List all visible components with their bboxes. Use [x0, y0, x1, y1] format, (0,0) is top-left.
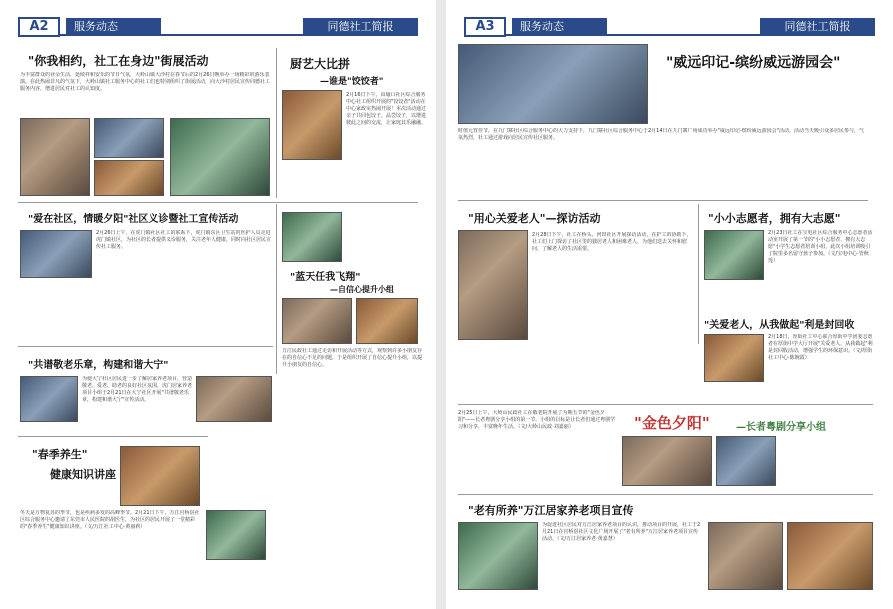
article-title: "关爱老人，从我做起"利是封回收	[704, 320, 855, 331]
article-subtitle: 健康知识讲座	[50, 468, 116, 481]
page-a3	[446, 0, 893, 609]
article-photo	[356, 298, 418, 344]
article-photo	[458, 522, 538, 590]
article-body: 2月18日，厚街社工中心联合厚街中学团委志愿者在厚街中学大厅开展"关爱老人，从我做起"利是封回收活动，增强学生的环保意识。（文/厚街社工中心·陈婉霞）	[768, 334, 873, 361]
column-divider	[276, 204, 277, 374]
article-body: 为使大宁社区居民进一步了解居家养老项目，营造敬老、爱老、助老的良好社区氛围，虎门居家养老项目小组于2月21日在大宁社区开展"共谱敬老乐章，构建和谐大宁"宣传活动。	[82, 376, 192, 403]
article-body: 为丰富群众的业余生活，延续祥和安乐的节日气氛，大岭山镇大沙村在春节后的2月26日晚举办一场精彩的游乐表演。在此热闹非凡的气氛下，大岭山镇社工服务中心的社工们也特别组织了街展活动，向大沙村居民宣传同德社工服务内容，增进居民对社工的认知度。	[20, 72, 270, 92]
article-photo	[282, 90, 342, 160]
article-title: "威远印记-缤纷威远游园会"	[666, 55, 841, 71]
article-photo	[196, 376, 272, 422]
article-body: 2月23日社工在宝电社区综合服务中心志愿者活动室开展了第一节的"小小志愿者，拥有大志愿"小学生志愿者培训小组，此次小组培训吸引了院里多名留守孩子参加。（文/宝电中心·管秋莲）	[768, 230, 873, 264]
page-header	[18, 18, 418, 36]
article-photo	[20, 230, 92, 278]
article-body: 2月26日上午，在虎门镇社区社工的联系下，虎门镇东区卫生站的医护人员走进虎门镇社区，为社区的长者提供义诊服务，关注老年人健康，同时向社区居民宣传社工服务。	[96, 230, 271, 250]
article-title: "蓝天任我飞翔"	[290, 272, 361, 283]
article-photo	[704, 334, 764, 382]
article-photo	[20, 376, 78, 422]
article-subtitle: —自信心提升小组	[330, 285, 394, 294]
article-photo	[206, 510, 266, 560]
article-body: 2月28日下午，社工在桥头、河田社区开展探访活动，在护工的协助下，社工们上门探访了社区里的独居老人和困难老人，为他们送去关怀和慰问，了解老人的生活需要。	[532, 232, 692, 252]
section-divider	[18, 436, 208, 437]
article-photo	[94, 118, 164, 158]
page-header	[464, 18, 875, 36]
column-divider	[276, 48, 277, 198]
article-photo	[20, 118, 90, 196]
article-body: 2月16日下午，由瑜口社区综合服务中心社工组织开展的"饺饺者"活动在中心家政室热闹开展！本次活动通过亲子共同包饺子，品尝饺子，以增进彼此之间的交流，让家庭其乐融融。	[346, 92, 426, 126]
section-divider	[458, 404, 873, 405]
page-number: A3	[464, 17, 506, 37]
article-photo	[708, 522, 783, 590]
article-body: 万江民政社工通过走访和开展活动等方式，观察到许多小朋友存在的自信心不足的问题，于是组织开展了自信心提升小组，以提升小朋友的自信心。	[282, 348, 422, 368]
section-divider	[18, 202, 418, 203]
article-photo	[622, 436, 712, 486]
article-title: "用心关爱老人"—探访活动	[468, 212, 601, 225]
article-title: "共谱敬老乐章，构建和谐大宁"	[28, 360, 169, 371]
article-title: "春季养生"	[32, 448, 88, 461]
article-photo	[704, 230, 764, 280]
article-subtitle: —长者粤剧分享小组	[736, 422, 826, 433]
article-photo	[716, 436, 776, 486]
article-photo	[282, 212, 342, 262]
article-title: 厨艺大比拼	[290, 57, 351, 71]
article-photo	[458, 230, 528, 340]
section-divider	[18, 346, 273, 347]
article-body: 时值元宵佳节，在九门寨社区综合服务中心的大力支持下，九门寨社区综合服务中心于2月14日在九门寨广场成功举办"威远印记-缤纷威远游园会"活动。活动当天吸引众多居民参与，气氛热烈，社工通过游戏向居民宣传社区服务。	[458, 128, 864, 141]
article-body: 为促进社区居民对万江居家养老项目的认识，推动项目的开展，社工于2月21日在官桥滘社区文化广场开展了"老有所养"万江居家养老项目宣传活动。（文/万江居家养老·黄嘉慧）	[542, 522, 701, 542]
page-a2	[0, 0, 436, 609]
article-photo	[170, 118, 270, 196]
publication-name: 同德社工简报	[760, 18, 875, 36]
article-photo	[120, 446, 200, 506]
article-photo	[94, 160, 164, 196]
page-number: A2	[18, 17, 60, 37]
article-body: 冬天是万物复苏的季节，也是疾病多发的高峰季节。2月21日下午，万江官桥滘社区综合服务中心邀请了东莞市人民医院的胡医生，为社区的居民开展了一堂精彩的"春季养生"健康知识讲座。（文/万江社工中心·黄丽莉）	[20, 510, 200, 530]
section-label: 服务动态	[512, 18, 607, 36]
article-title: "你我相约，社工在身边"街展活动	[28, 54, 209, 68]
column-divider	[698, 204, 699, 344]
section-label: 服务动态	[66, 18, 161, 36]
article-title: "爱在社区，情暖夕阳"社区义诊暨社工宣传活动	[28, 214, 239, 225]
section-divider	[458, 200, 868, 201]
article-photo	[787, 522, 873, 590]
page-gutter	[436, 0, 446, 609]
article-photo	[282, 298, 352, 344]
article-subtitle: —谁是"饺饺者"	[320, 77, 384, 87]
article-body: 2月25日上午，大岭山民政社工在敬老院开展了为期五节的"金色夕阳"——长者粤剧分享小组的第一节。小组的目标是让长者们通过粤剧学习和分享，丰富晚年生活。（文/大岭山民政·刘嘉丽）	[458, 410, 616, 430]
article-photo	[458, 44, 648, 124]
article-title: "金色夕阳"	[634, 414, 710, 432]
article-title: "老有所养"万江居家养老项目宣传	[468, 504, 634, 517]
article-title: "小小志愿者，拥有大志愿"	[708, 212, 841, 225]
section-divider	[458, 494, 873, 495]
publication-name: 同德社工简报	[303, 18, 418, 36]
